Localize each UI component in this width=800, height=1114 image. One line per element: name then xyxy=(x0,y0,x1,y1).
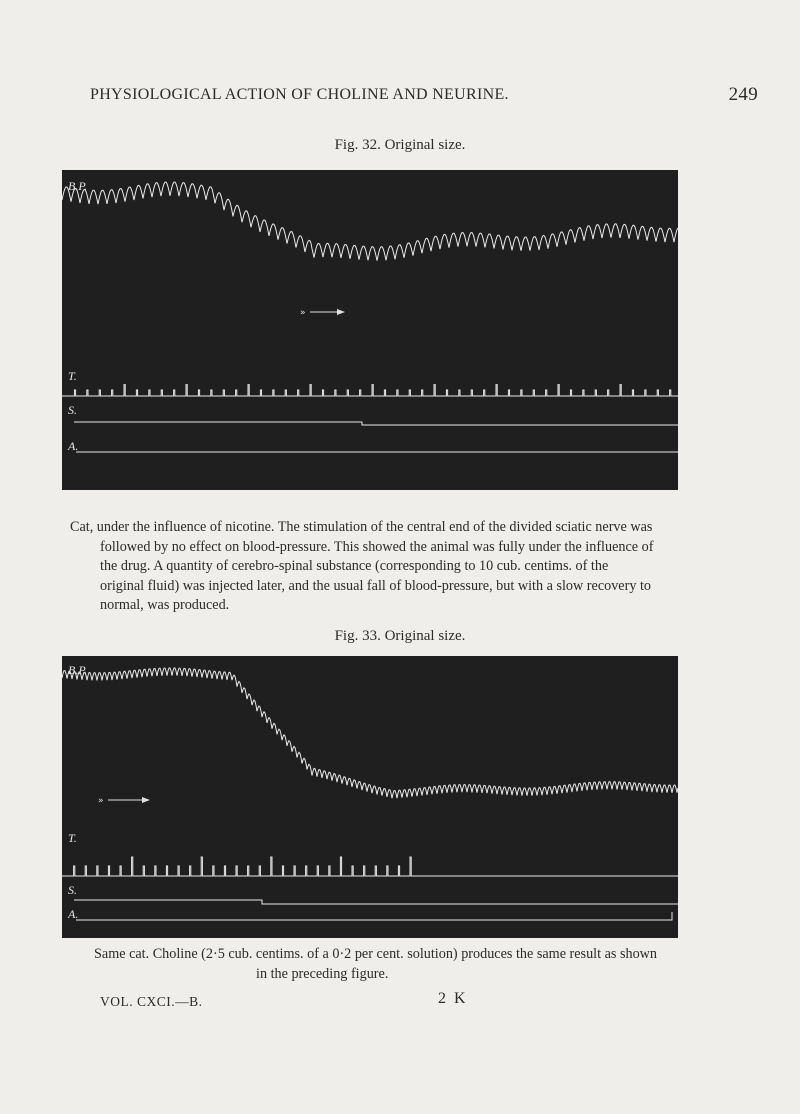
figure-32-description xyxy=(70,518,680,616)
svg-text:»: » xyxy=(98,796,104,806)
signal-trace xyxy=(74,422,678,425)
signature-mark: 2 K xyxy=(438,990,468,1007)
fig33-desc-line-1: Same cat. Choline (2·5 cub. centims. of a 0·2 per cent. solution) produces the same result as shown xyxy=(94,946,658,962)
bp-label: B.P. xyxy=(68,663,88,677)
figure-32-caption: Fig. 32. Original size. xyxy=(334,137,466,153)
abscissa-label: A. xyxy=(68,439,79,453)
signal-trace xyxy=(74,900,678,904)
bp-label: B.P. xyxy=(68,179,88,193)
figure-33-description xyxy=(94,945,680,984)
fig32-desc-line-1: Cat, under the influence of nicotine. The stimulation of the central end of the divided sciatic nerve was xyxy=(70,519,653,535)
time-marker-trace xyxy=(62,857,678,876)
signal-arrow xyxy=(300,308,345,318)
figure-32-kymograph xyxy=(62,170,678,490)
fig32-desc-line-5: normal, was produced. xyxy=(100,597,230,614)
time-marker-trace xyxy=(62,385,678,396)
blood-pressure-trace xyxy=(62,668,678,798)
signal-label: S. xyxy=(68,403,77,417)
signal-label: S. xyxy=(68,883,77,897)
time-label: T. xyxy=(68,369,77,383)
volume-footer: VOL. CXCI.—B. xyxy=(100,994,203,1009)
signal-arrow xyxy=(98,796,150,806)
figure-32-tracing xyxy=(62,170,678,490)
fig32-desc-line-3: the drug. A quantity of cerebro-spinal substance (corresponding to 10 cub. centims. of the xyxy=(100,558,609,575)
figure-33-caption: Fig. 33. Original size. xyxy=(334,628,466,644)
fig32-desc-line-2: followed by no effect on blood-pressure. This showed the animal was fully under the influence of xyxy=(100,538,654,555)
abscissa-label: A. xyxy=(68,907,79,921)
blood-pressure-trace xyxy=(62,182,678,261)
fig33-desc-line-2: in the preceding figure. xyxy=(256,965,389,982)
page-number: 249 xyxy=(728,84,758,105)
running-head-title: PHYSIOLOGICAL ACTION OF CHOLINE AND NEURINE. xyxy=(90,86,509,103)
svg-text:»: » xyxy=(300,308,306,318)
figure-33-tracing xyxy=(62,656,678,938)
figure-33-kymograph xyxy=(62,656,678,938)
time-label: T. xyxy=(68,831,77,845)
abscissa-line xyxy=(76,912,672,920)
fig32-desc-line-4: original fluid) was injected later, and the usual fall of blood-pressure, but with a slow recovery to xyxy=(100,577,652,594)
